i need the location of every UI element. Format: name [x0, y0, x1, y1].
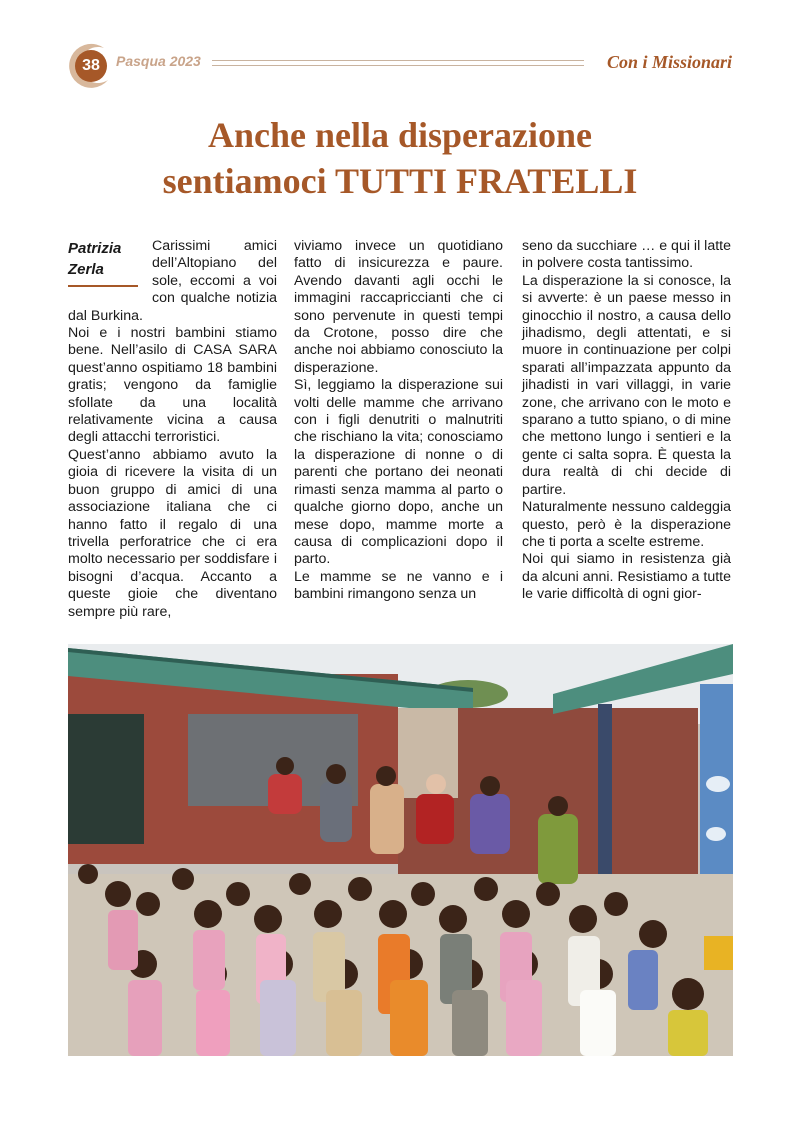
article-column-2 [294, 238, 503, 604]
author-underline [68, 285, 138, 287]
author-first-name: Patrizia [68, 240, 122, 257]
author-byline [68, 238, 140, 287]
paragraph: Quest’anno abbiamo avuto la gioia di ricevere la visita di un buon gruppo di amici di una associazione italiana che ci hanno fatto il regalo di una trivella perforatrice che ci era molto necessario per soddisfare i bisogni d’acqua. Accanto a queste gioie che diventano sempre più rare, [68, 446, 277, 620]
paragraph: Noi e i nostri bambini stiamo bene. Nell’asilo di CASA SARA quest’anno ospitiamo 18 bambini gratis; vengono da famiglie sfollate da una località relativamente vicina a causa degli attacchi terroristici. [68, 325, 277, 446]
article-column-1 [68, 238, 277, 621]
header-divider [212, 60, 584, 66]
paragraph: Sì, leggiamo la disperazione sui volti delle mamme che arrivano con i figli denutriti o malnutriti che rischiano la vita; conosciamo la disperazione di nonne o di parenti che portano dei neonati rimasti senza mamma al parto o qualche giorno dopo, anche un mese dopo, mamme morte a causa di complicazioni dopo il parto. [294, 377, 503, 568]
page-number: 38 [75, 50, 107, 82]
paragraph: seno da succhiare … e qui il latte in polvere costa tantissimo. [522, 238, 731, 272]
issue-label: Pasqua 2023 [116, 53, 201, 69]
group-photo [68, 644, 733, 1056]
paragraph: La disperazione la si conosce, la si avverte: è un paese messo in ginocchio il nostro, a causa dello jihadismo, degli attentati, e si muore in continuazione per colpi sparati all’impazzata appunto da jihadisti in vari villaggi, in varie zone, che arrivano con le moto e sparano a tutto spiano, o di mine che mettono lungo i sentieri e la gente ci salta sopra. È questa la dura realtà di chi decide di partire. [522, 272, 731, 498]
section-title: Con i Missionari [606, 52, 732, 72]
paragraph: Naturalmente nessuno caldeggia questo, però è la disperazione che ti porta a scelte estreme. [522, 499, 731, 550]
article-title [60, 112, 740, 204]
page-header [0, 0, 800, 100]
article-title-line-1: Anche nella disperazione [208, 115, 592, 155]
article-column-3 [522, 238, 731, 604]
paragraph: viviamo invece un quotidiano fatto di insicurezza e paure. Avendo davanti agli occhi le immagini raccapriccianti che ci sono pervenute in questi tempi da Crotone, posso dire che anche noi abbiamo conosciuto la disperazione. [294, 238, 503, 376]
group-photo-illustration [68, 644, 733, 1056]
author-last-name: Zerla [68, 261, 104, 278]
paragraph: Le mamme se ne vanno e i bambini rimangono senza un [294, 568, 503, 603]
paragraph: Carissimi amici dell’Altopiano del sole, eccomi a voi con qualche notizia dal Burkina. [68, 238, 277, 324]
paragraph: Noi qui siamo in resistenza già da alcuni anni. Resistiamo a tutte le varie difficoltà di ogni gior- [522, 551, 731, 603]
article-title-line-2: sentiamoci TUTTI FRATELLI [162, 161, 638, 201]
